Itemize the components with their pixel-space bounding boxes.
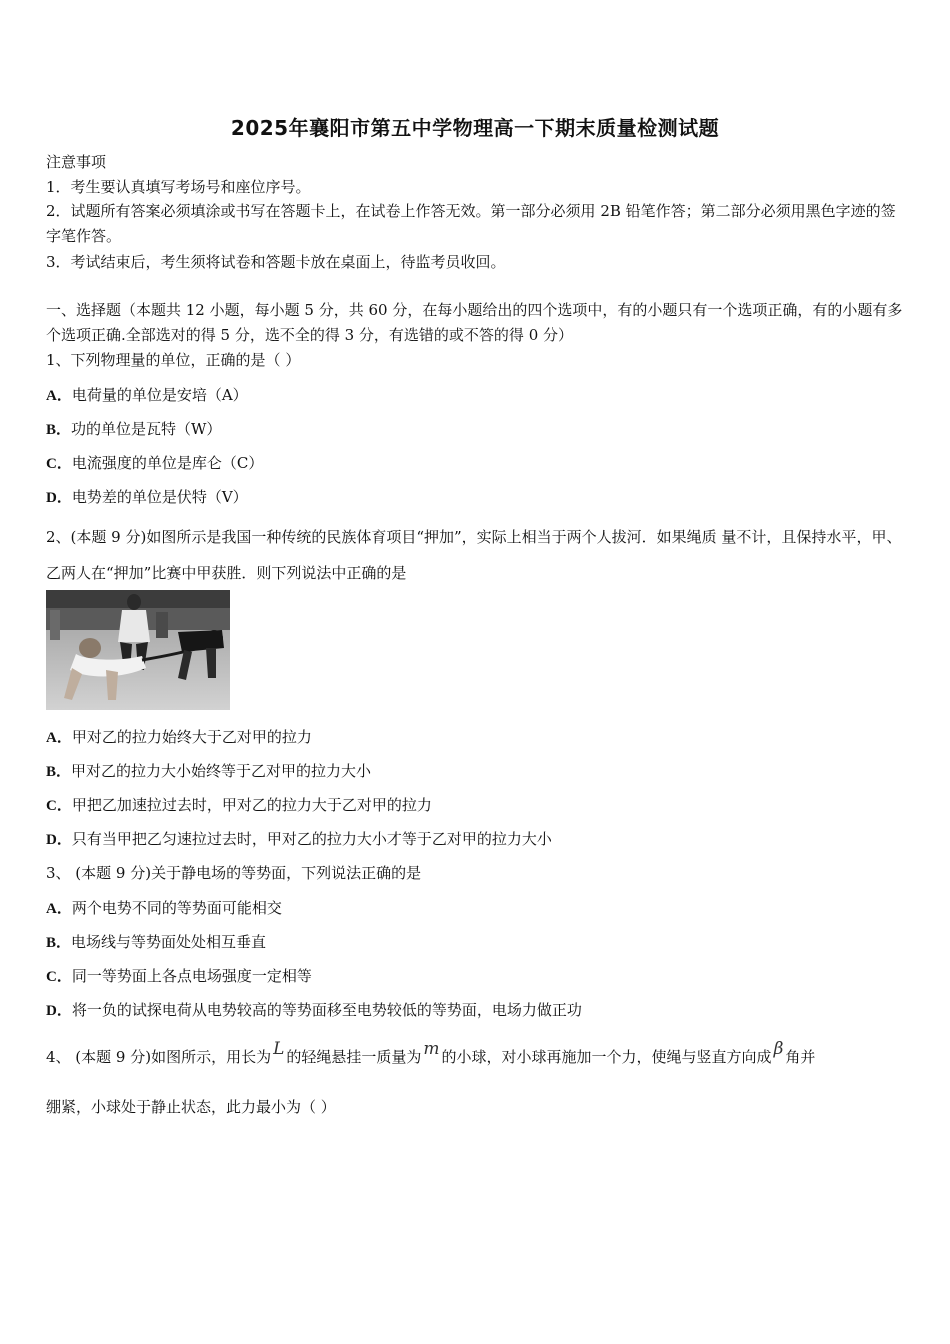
question-2-option-a: A．甲对乙的拉力始终大于乙对甲的拉力	[46, 728, 312, 746]
question-1-stem: 1、下列物理量的单位，正确的是（ ）	[46, 351, 301, 369]
question-3-option-d: D．将一负的试探电荷从电势较高的等势面移至电势较低的等势面，电场力做正功	[46, 1001, 582, 1019]
question-3-option-a: A．两个电势不同的等势面可能相交	[46, 899, 282, 917]
question-2-option-b: B．甲对乙的拉力大小始终等于乙对甲的拉力大小	[46, 762, 372, 780]
page-title: 2025年襄阳市第五中学物理高一下期末质量检测试题	[230, 116, 720, 140]
question-3-stem: 3、 (本题 9 分)关于静电场的等势面，下列说法正确的是	[46, 864, 422, 882]
question-2-option-c: C．甲把乙加速拉过去时，甲对乙的拉力大于乙对甲的拉力	[46, 796, 432, 814]
question-4-stem-continued: 绷紧，小球处于静止状态，此力最小为（ ）	[46, 1098, 336, 1116]
tug-of-war-photo	[46, 590, 230, 710]
question-1-option-d: D．电势差的单位是伏特（V）	[46, 488, 248, 506]
question-3-option-b: B．电场线与等势面处处相互垂直	[46, 933, 267, 951]
question-3-option-c: C．同一等势面上各点电场强度一定相等	[46, 967, 312, 985]
question-2-stem: 2、(本题 9 分)如图所示是我国一种传统的民族体育项目“押加”，实际上相当于两个人拔河．如果绳质 量不计，且保持水平，甲、乙两人在“押加”比赛中甲获胜．则下列说法中正确的是	[46, 528, 902, 582]
question-1-option-a: A．电荷量的单位是安培（A）	[46, 386, 248, 404]
question-1-option-c: C．电流强度的单位是库仑（C）	[46, 454, 264, 472]
question-1-option-b: B．功的单位是瓦特（W）	[46, 420, 222, 438]
notice-item-3: 3．考试结束后，考生须将试卷和答题卡放在桌面上，待监考员收回。	[46, 253, 506, 271]
angle-symbol: β	[773, 1039, 784, 1059]
section-instructions: 一、选择题（本题共 12 小题，每小题 5 分，共 60 分，在每小题给出的四个选项中，有的小题只有一个选项正确，有的小题有多个选项正确.全部选对的得 5 分，选不全的得 3 分，有选错的或不答的得 0 分）	[46, 301, 903, 344]
length-symbol: L	[273, 1039, 285, 1059]
question-4-stem: 4、 (本题 9 分)如图所示，用长为 L 的轻绳悬挂一质量为 m 的小球，对小球再施加一个力，使绳与竖直方向成 β 角并	[46, 1039, 816, 1066]
question-2-option-d: D．只有当甲把乙匀速拉过去时，甲对乙的拉力大小才等于乙对甲的拉力大小	[46, 830, 552, 848]
notice-item-1: 1．考生要认真填写考场号和座位序号。	[46, 178, 311, 196]
mass-symbol: m	[423, 1039, 440, 1059]
notice-item-2: 2．试题所有答案必须填涂或书写在答题卡上，在试卷上作答无效。第一部分必须用 2B 铅笔作答；第二部分必须用黑色字迹的签字笔作答。	[46, 202, 896, 245]
notice-heading: 注意事项	[46, 153, 107, 171]
